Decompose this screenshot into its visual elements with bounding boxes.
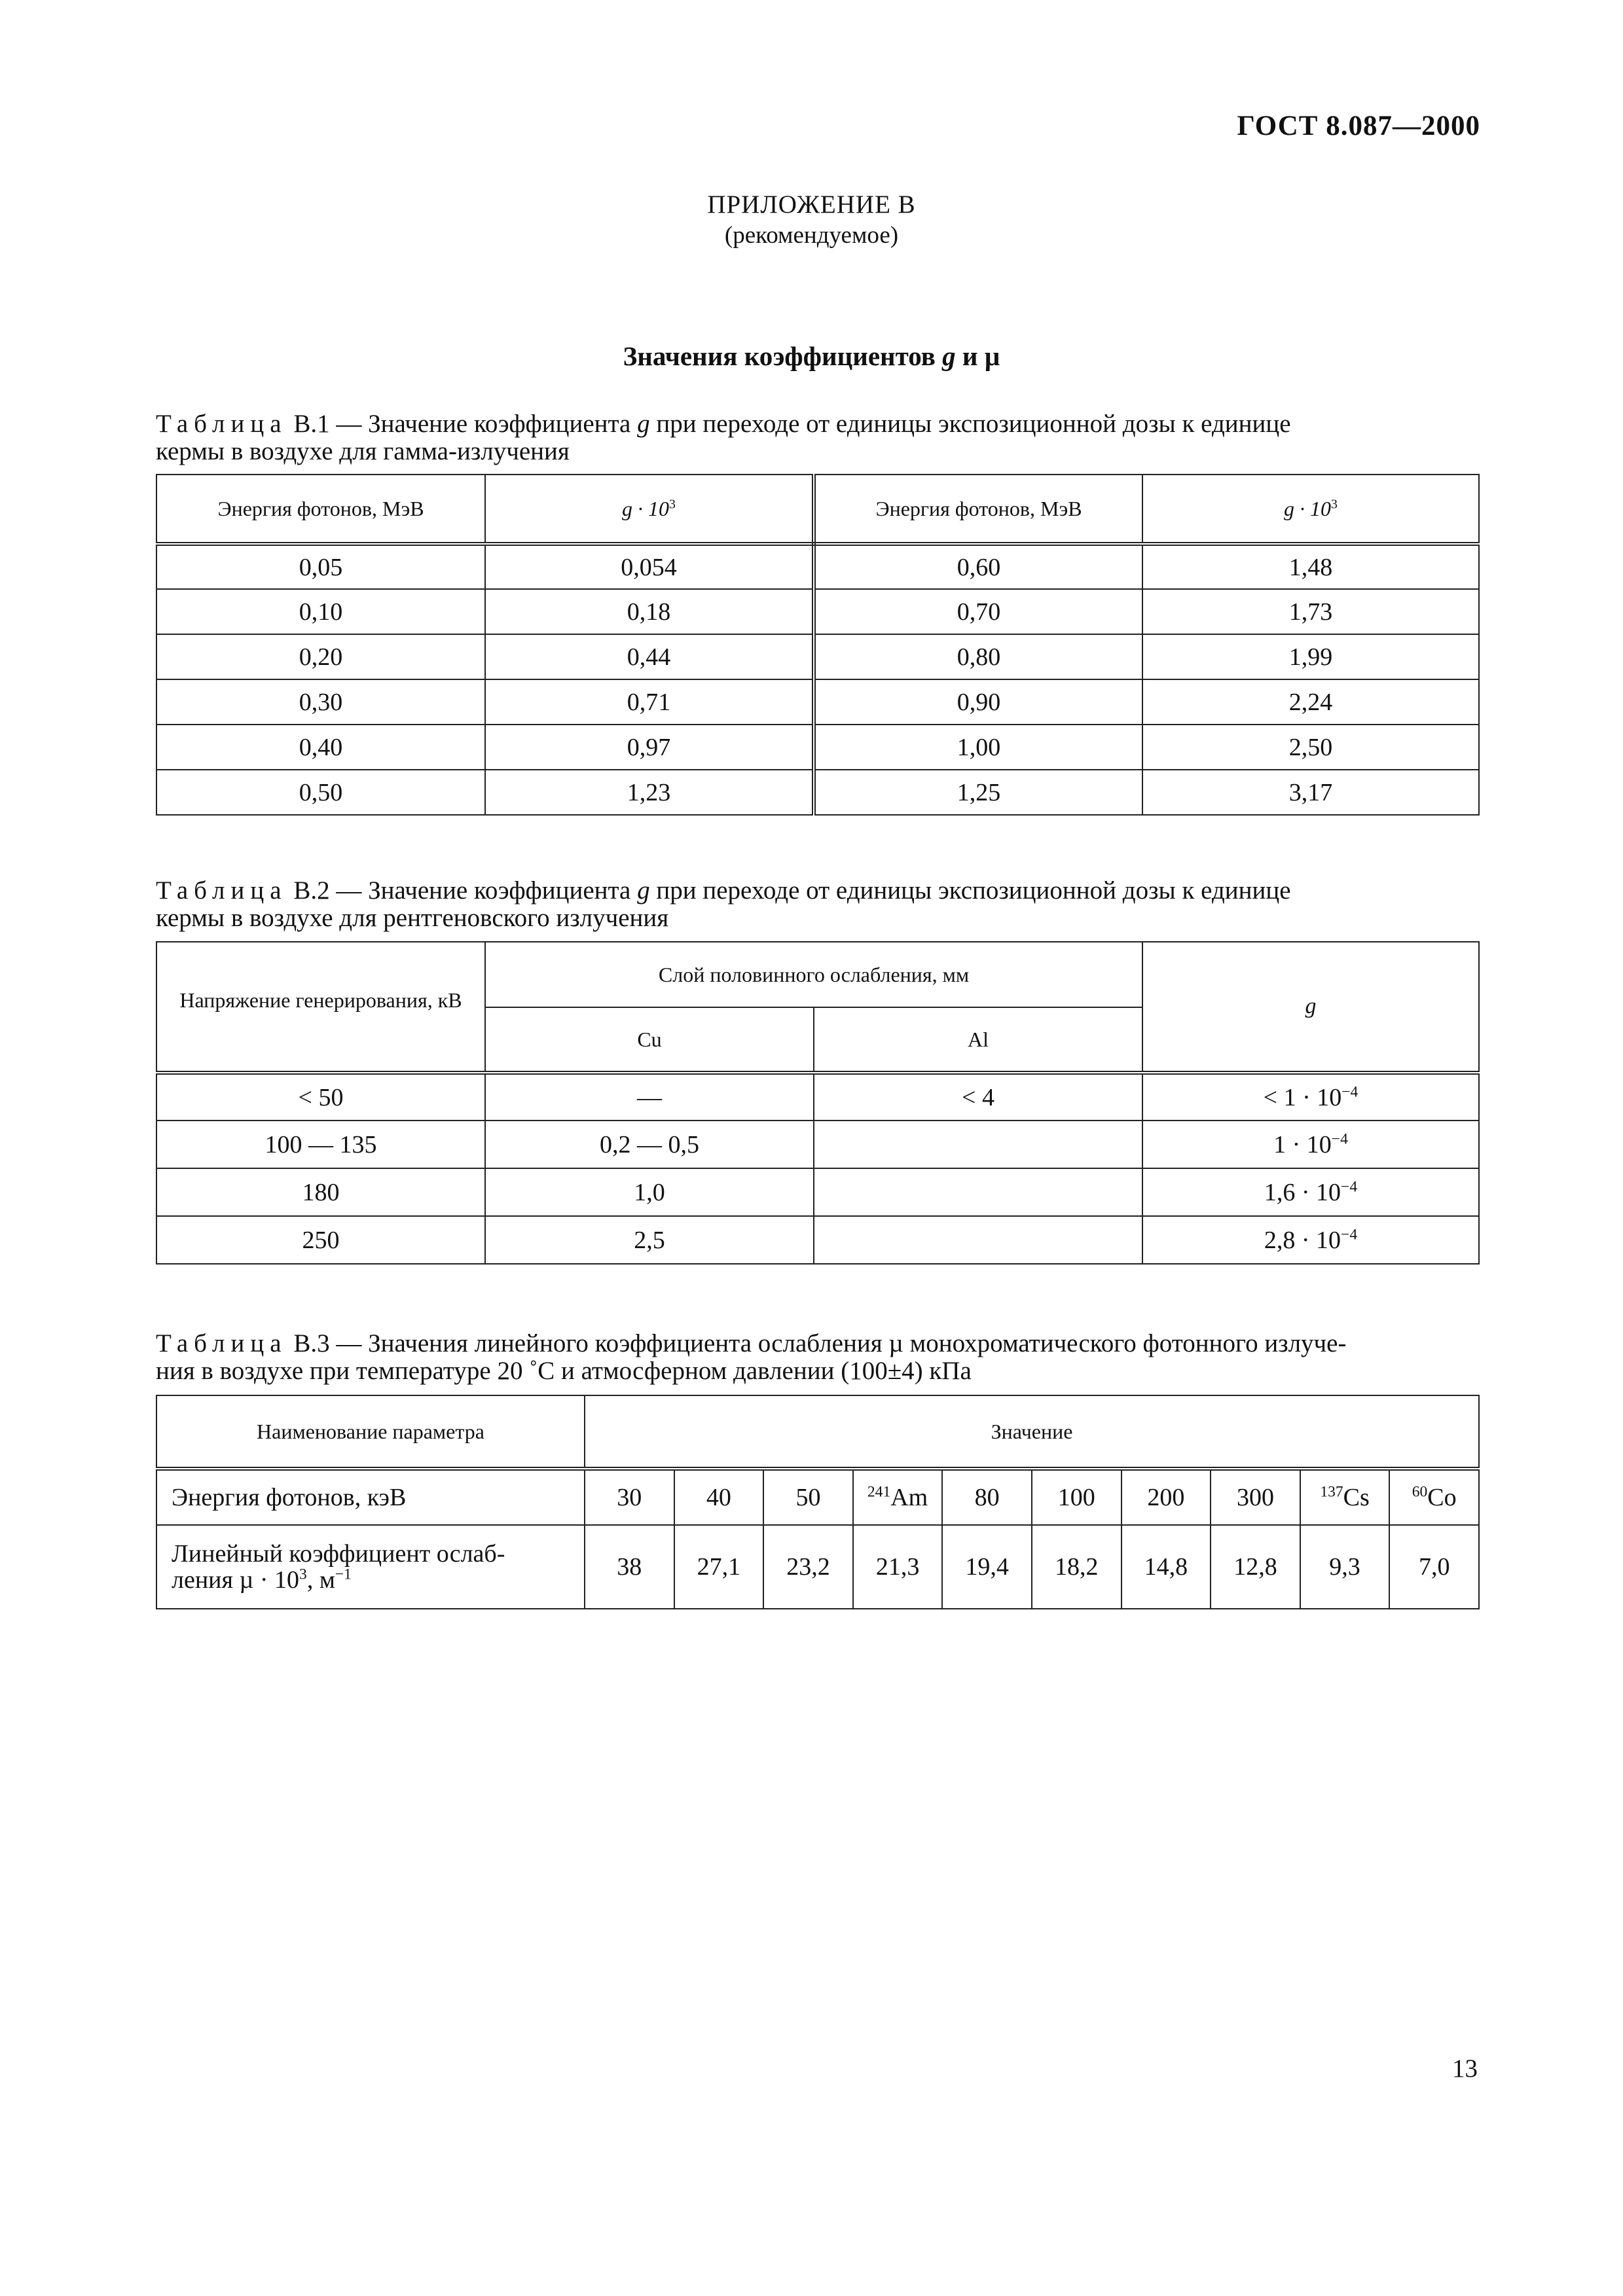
table1-cell: 0,97: [485, 725, 814, 770]
energy-value: Cs: [1343, 1484, 1370, 1511]
table1-cell: 0,10: [156, 589, 485, 634]
table2-cell-al: [814, 1216, 1142, 1264]
energy-value: 300: [1236, 1484, 1274, 1511]
table1-cell: 0,05: [156, 544, 485, 589]
table-row: [156, 725, 1479, 770]
table3-coefficient-cell: 38: [585, 1525, 674, 1609]
table3-coefficient-cell: 23,2: [763, 1525, 853, 1609]
table3-coefficient-cell: 21,3: [853, 1525, 943, 1609]
energy-value: Co: [1427, 1484, 1457, 1511]
table3-energy-cell: [942, 1469, 1032, 1525]
table2-g-exp: −4: [1341, 1225, 1358, 1243]
energy-value: Am: [890, 1484, 928, 1511]
table1-cell: 0,40: [156, 725, 485, 770]
table2-cell-g: [1142, 1121, 1479, 1168]
table2-g-exp: −4: [1341, 1177, 1358, 1195]
table-row: [156, 679, 1479, 725]
table2-g-base: 1 · 10: [1273, 1130, 1332, 1158]
table1-cell: 1,99: [1142, 634, 1479, 679]
table2-caption: Таблица В.2 — Значение коэффициента g при переходе от единицы экспозиционной дозы к единице кермы в воздухе для рентгеновского излучения: [156, 876, 1291, 932]
table2-g-base: < 1 · 10: [1263, 1083, 1342, 1111]
table2-cell-g: [1142, 1073, 1479, 1121]
table1-cell: 0,50: [156, 770, 485, 815]
table1-cell: 1,00: [814, 725, 1142, 770]
table3-energy-cell: [1211, 1469, 1300, 1525]
table3-row-energy-label: Энергия фотонов, кэВ: [156, 1469, 585, 1525]
table3-energy-cell: [763, 1469, 853, 1525]
table3-coefficient-cell: 12,8: [1211, 1525, 1300, 1609]
table2-cell-al: [814, 1121, 1142, 1168]
table3-energy-cell: [1122, 1469, 1211, 1525]
table2-cell-voltage: 250: [156, 1216, 485, 1264]
table1-cell: 0,60: [814, 544, 1142, 589]
table1-cell: 0,80: [814, 634, 1142, 679]
table1-cell: 0,20: [156, 634, 485, 679]
table3-header-param: Наименование параметра: [156, 1395, 585, 1469]
table3-header-value: Значение: [585, 1395, 1479, 1469]
table2-g-exp: −4: [1341, 1083, 1359, 1100]
table-row: [156, 1216, 1479, 1264]
table3: [156, 1395, 1480, 1609]
table3-coefficient-cell: 27,1: [674, 1525, 764, 1609]
table1-caption: Таблица В.1 — Значение коэффициента g при переходе от единицы экспозиционной дозы к единице кермы в воздухе для гамма-излучения: [156, 410, 1291, 465]
isotope-mass-number: 137: [1320, 1483, 1343, 1501]
table1-cell: 2,50: [1142, 725, 1479, 770]
table1-cell: 2,24: [1142, 679, 1479, 725]
energy-value: 50: [795, 1484, 821, 1511]
table3-row-coefficient-label: Линейный коэффициент ослаб- ления $\mu \cdot 10^3$, $м^{-1}$: [156, 1525, 585, 1609]
table1-cell: 1,25: [814, 770, 1142, 815]
table3-energy-cell: [853, 1469, 943, 1525]
table2-cell-g: [1142, 1168, 1479, 1216]
table-row: [156, 1168, 1479, 1216]
table-row: [156, 634, 1479, 679]
table3-energy-cell: [585, 1469, 674, 1525]
table3-coefficient-cell: 18,2: [1032, 1525, 1122, 1609]
table2: [156, 941, 1480, 1265]
table2-header-g: g: [1142, 942, 1479, 1073]
standard-number: ГОСТ 8.087—2000: [1237, 111, 1480, 141]
table2-g-base: 1,6 · 10: [1264, 1178, 1341, 1206]
section-title: Значения коэффициентов g и µ: [623, 341, 1000, 371]
table1-cell: 0,71: [485, 679, 814, 725]
table3-energy-cell: [674, 1469, 764, 1525]
table2-cell-voltage: 180: [156, 1168, 485, 1216]
table2-cell-voltage: < 50: [156, 1073, 485, 1121]
page-number: 13: [1452, 2054, 1478, 2083]
table2-header-voltage: Напряжение генерирования, кВ: [156, 942, 485, 1073]
appendix-title: ПРИЛОЖЕНИЕ В: [707, 190, 916, 219]
table2-cell-cu: 2,5: [485, 1216, 814, 1264]
table1-cell: 0,70: [814, 589, 1142, 634]
table-row: [156, 589, 1479, 634]
table2-g-base: 2,8 · 10: [1264, 1226, 1341, 1254]
table-row: [156, 1121, 1479, 1168]
table2-cell-cu: 1,0: [485, 1168, 814, 1216]
energy-value: 100: [1057, 1484, 1095, 1511]
table1-header-energy: Энергия фотонов, МэВ: [156, 475, 485, 544]
table2-g-exp: −4: [1331, 1130, 1348, 1147]
table1-cell: 1,23: [485, 770, 814, 815]
table3-caption: Таблица В.3 — Значения линейного коэффициента ослабления µ монохроматического фотонного излуче- ния в воздухе при температуре 20 ˚С и атмосферном давлении (100±4) кПа: [156, 1329, 1347, 1385]
table1-cell: 1,48: [1142, 544, 1479, 589]
table1-cell: 0,44: [485, 634, 814, 679]
energy-value: 40: [706, 1484, 731, 1511]
table3-coefficient-cell: 19,4: [942, 1525, 1032, 1609]
table1-cell: 3,17: [1142, 770, 1479, 815]
table1-cell: 0,90: [814, 679, 1142, 725]
table3-coefficient-cell: 14,8: [1122, 1525, 1211, 1609]
table-row: [156, 1073, 1479, 1121]
table-row: [156, 770, 1479, 815]
table2-cell-voltage: 100 — 135: [156, 1121, 485, 1168]
table1-header-g: $g \cdot 10^3$: [1142, 475, 1479, 544]
table3-energy-cell: [1300, 1469, 1390, 1525]
isotope-mass-number: 241: [867, 1483, 891, 1501]
energy-value: 80: [974, 1484, 1000, 1511]
table1-cell: 0,054: [485, 544, 814, 589]
energy-value: 30: [617, 1484, 642, 1511]
table1-cell: 0,30: [156, 679, 485, 725]
isotope-mass-number: 60: [1412, 1483, 1428, 1501]
table3-coefficient-cell: 9,3: [1300, 1525, 1390, 1609]
table2-cell-cu: 0,2 — 0,5: [485, 1121, 814, 1168]
table2-header-al: Al: [814, 1007, 1142, 1073]
table3-energy-cell: [1389, 1469, 1479, 1525]
table1-header-energy: Энергия фотонов, МэВ: [814, 475, 1142, 544]
table2-cell-g: [1142, 1216, 1479, 1264]
table2-header-cu: Cu: [485, 1007, 814, 1073]
table1: [156, 474, 1480, 816]
table2-header-layer: Слой половинного ослабления, мм: [485, 942, 1142, 1007]
energy-value: 200: [1147, 1484, 1185, 1511]
table2-cell-al: [814, 1168, 1142, 1216]
table-row: [156, 544, 1479, 589]
table2-cell-al: < 4: [814, 1073, 1142, 1121]
table1-cell: 0,18: [485, 589, 814, 634]
table1-header-g: $g \cdot 10^3$: [485, 475, 814, 544]
appendix-subtitle: (рекомендуемое): [724, 222, 899, 249]
table3-coefficient-cell: 7,0: [1389, 1525, 1479, 1609]
table3-energy-cell: [1032, 1469, 1122, 1525]
table2-cell-cu: —: [485, 1073, 814, 1121]
table1-cell: 1,73: [1142, 589, 1479, 634]
